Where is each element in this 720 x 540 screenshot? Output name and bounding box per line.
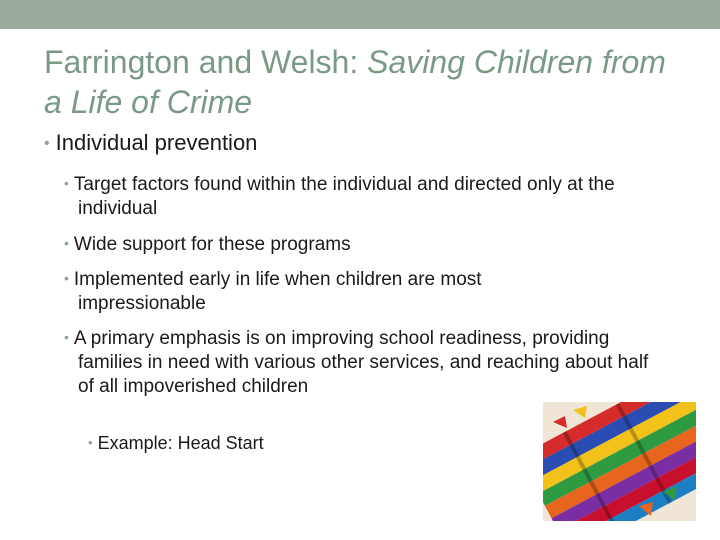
bullet-level2-3 (64, 266, 564, 316)
bullet-level2-text: Implemented early in life when children are most impressionable (73, 269, 482, 314)
bullet-dot-icon: • (64, 175, 69, 191)
bullet-dot-icon: • (88, 435, 93, 450)
bullet-dot-icon: • (44, 135, 50, 152)
title-italic: Saving Children from a Life of Crime (44, 44, 666, 120)
bullet-level3-text: Example: Head Start (97, 433, 264, 453)
bullet-level2-text: Target factors found within the individual and directed only at the individual (73, 174, 615, 219)
bullet-level2-4 (64, 325, 649, 399)
header-band (0, 0, 720, 29)
crayons-icon (543, 402, 696, 521)
bullet-level2-1 (64, 171, 674, 221)
crayons-image (543, 402, 696, 521)
title-plain: Farrington and Welsh: (44, 44, 368, 80)
bullet-dot-icon: • (64, 235, 69, 251)
bullet-level3 (88, 432, 264, 454)
bullet-dot-icon: • (64, 270, 69, 286)
bullet-level2-text: Wide support for these programs (73, 234, 351, 255)
bullet-level2-text: A primary emphasis is on improving school readiness, providing families in need with various other services, and reaching about half of all impoverished children (73, 328, 649, 397)
slide-title (44, 42, 684, 122)
bullet-level2-2 (64, 231, 674, 257)
bullet-dot-icon: • (64, 329, 69, 345)
bullet-level1 (44, 130, 257, 157)
bullet-level1-text: Individual prevention (55, 130, 258, 155)
